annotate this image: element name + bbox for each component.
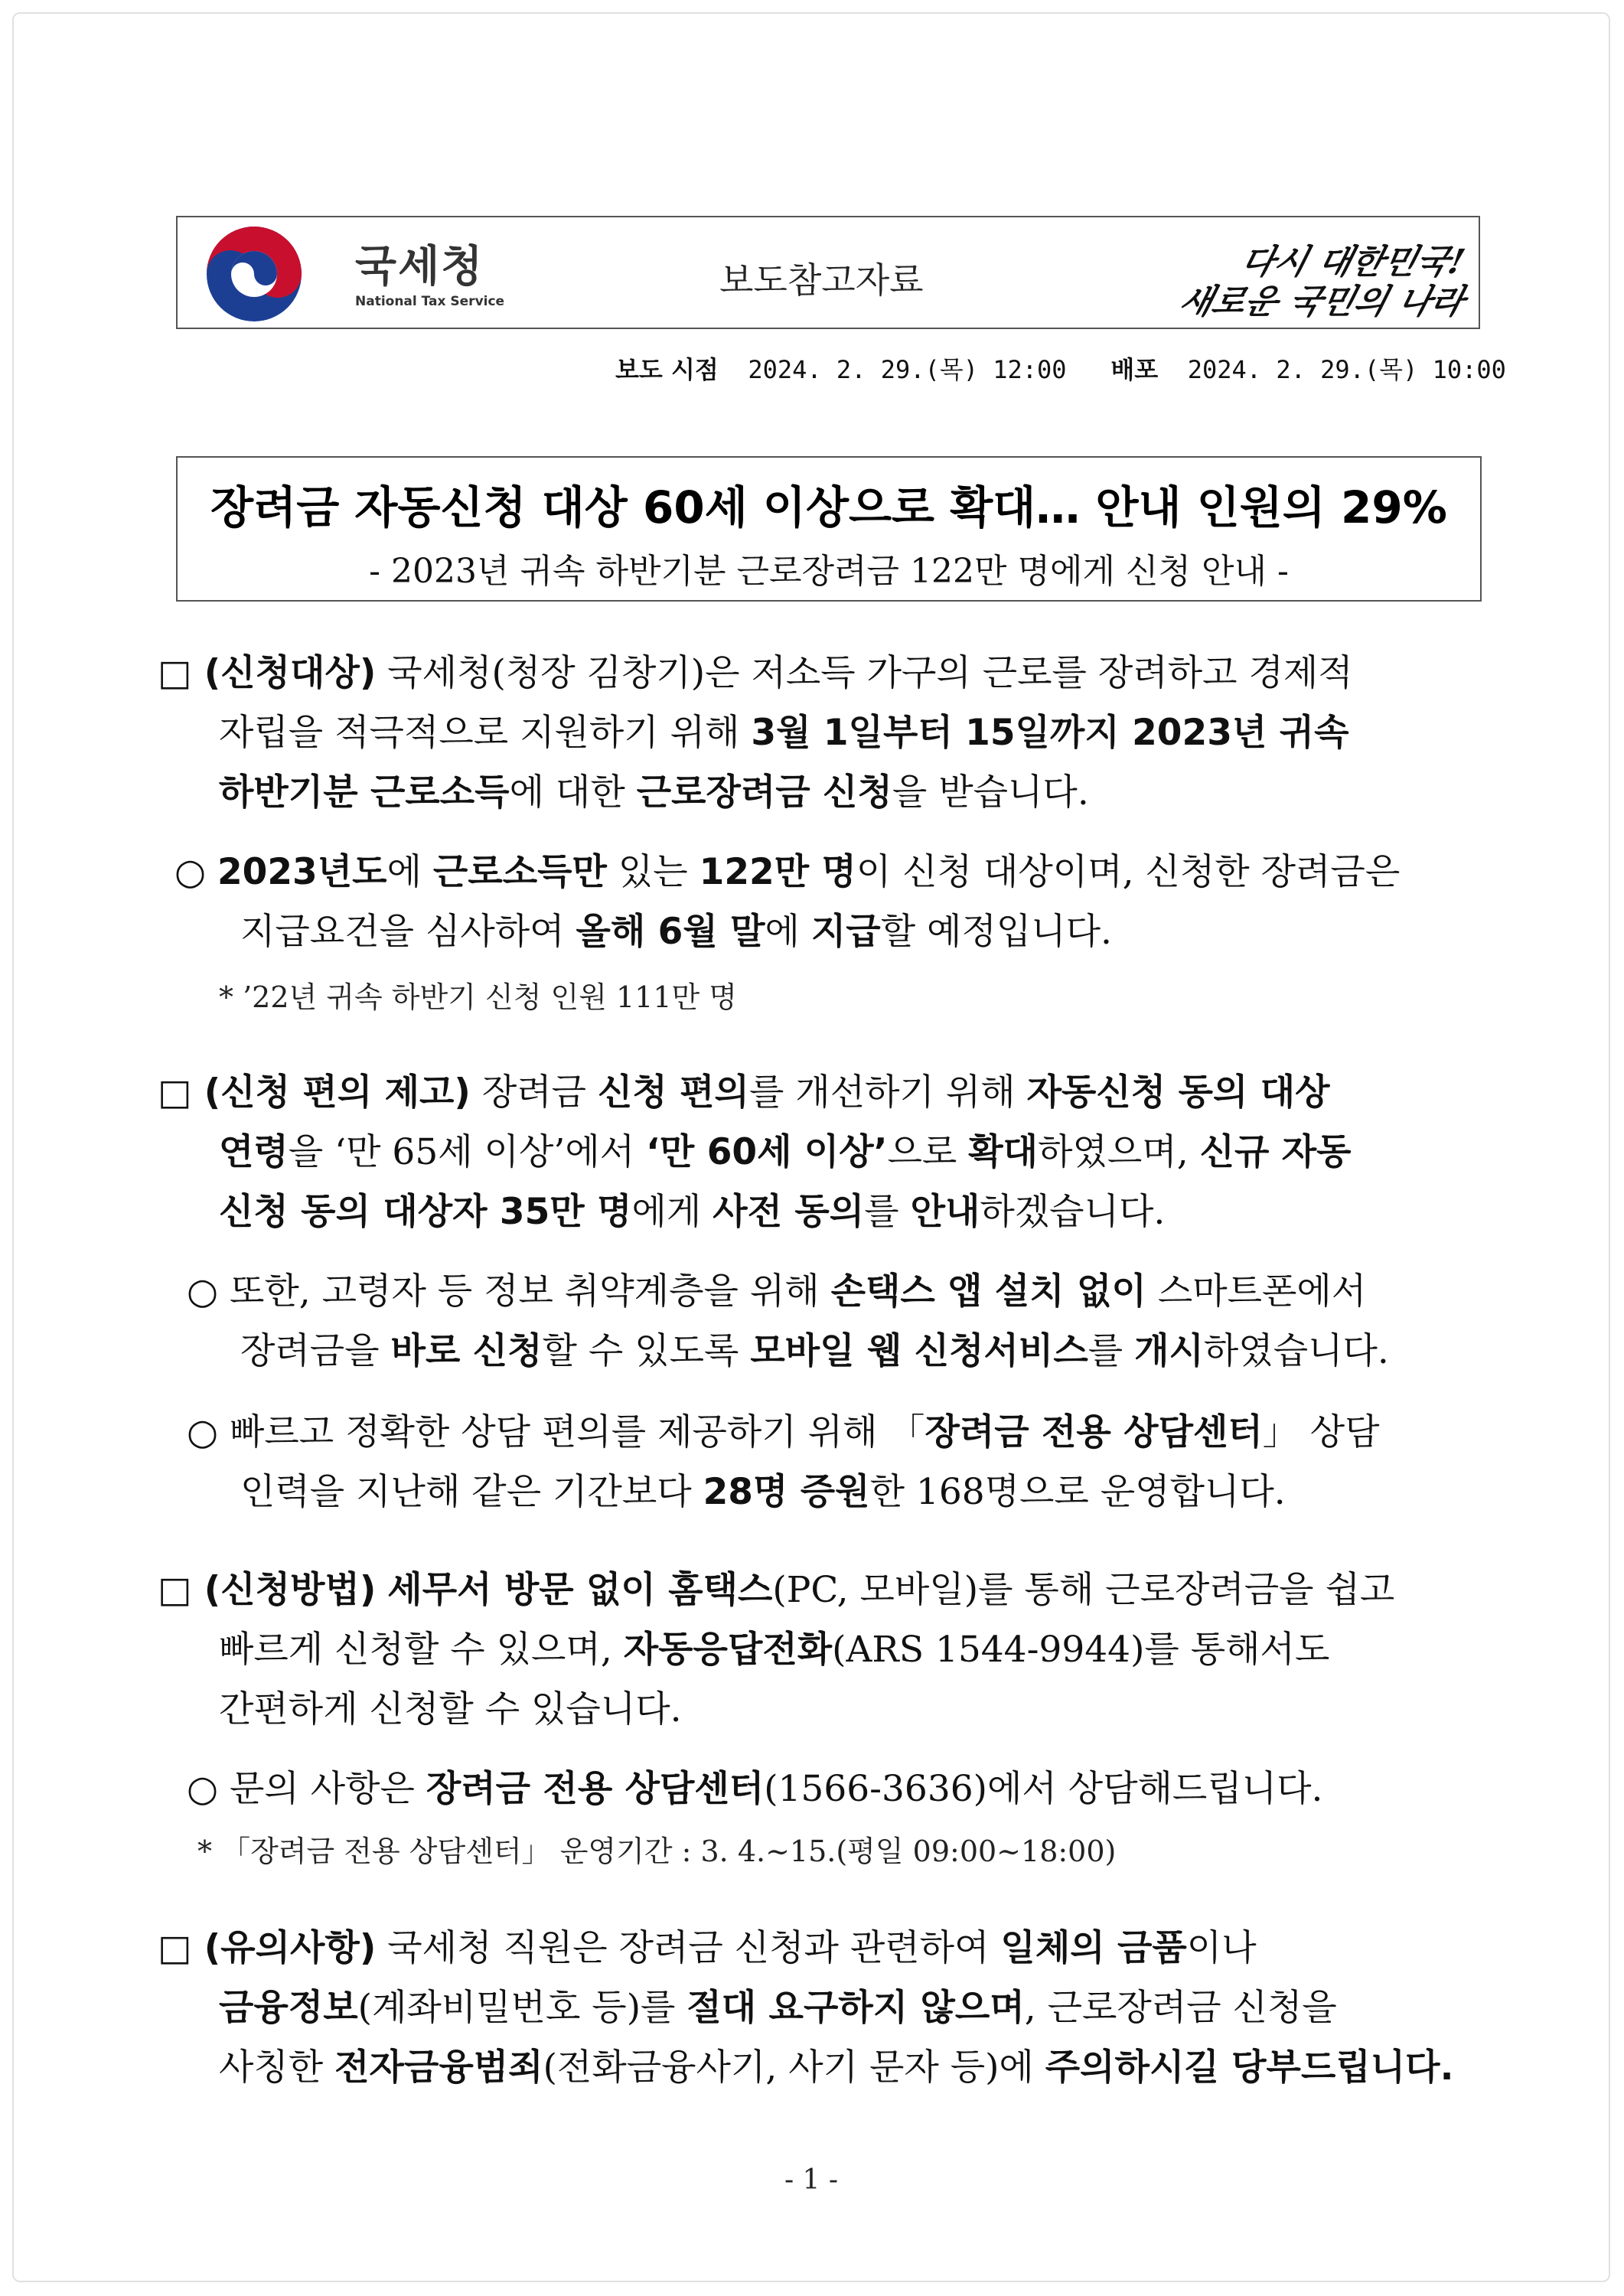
section2-line3: 신청 동의 대상자 35만 명에게 사전 동의를 안내하겠습니다. [219,1191,1166,1233]
section2-line2: 연령을 ‘만 65세 이상’에서 ‘만 60세 이상’으로 확대하였으며, 신규 자동 [219,1131,1352,1173]
taegeuk-emblem-icon [194,225,324,323]
section2-line1: □ (신청 편의 제고) 장려금 신청 편의를 개선하기 위해 자동신청 동의 대상 [158,1071,1330,1114]
page-subtitle: - 2023년 귀속 하반기분 근로장려금 122만 명에게 신청 안내 - [369,552,1289,591]
section4-heading: □ (유의사항) [158,1927,377,1969]
section3-heading: □ (신청방법) [158,1569,377,1611]
document-type: 보도참고자료 [719,259,924,301]
section2-bullet2-cont: 인력을 지난해 같은 기간보다 28명 증원한 168명으로 운영합니다. [240,1471,1286,1513]
section1-bullet1: ○ 2023년도에 근로소득만 있는 122만 명이 신청 대상이며, 신청한 장려금은 [174,851,1401,893]
section2-bullet1-cont: 장려금을 바로 신청할 수 있도록 모바일 웹 신청서비스를 개시하였습니다. [240,1330,1389,1372]
page-title: 장려금 자동신청 대상 60세 이상으로 확대… 안내 인원의 29% [210,481,1447,533]
section3-bullet1: ○ 문의 사항은 장려금 전용 상담센터(1566-3636)에서 상담해드립니다. [187,1768,1323,1810]
section1-heading: □ (신청대상) [158,652,377,694]
nts-logo [194,225,505,323]
section4-line2: 금융정보(계좌비밀번호 등)를 절대 요구하지 않으며, 근로장려금 신청을 [219,1987,1337,2029]
title-box [176,456,1482,602]
logo-korean-text: 국세청 [355,242,484,292]
distribution-time: 2024. 2. 29.(목) 10:00 [1187,355,1506,384]
section4-line3: 사칭한 전자금융범죄(전화금융사기, 사기 문자 등)에 주의하시길 당부드립니다. [219,2047,1454,2089]
page-number: - 1 - [784,2164,839,2196]
section3-line3: 간편하게 신청할 수 있습니다. [219,1688,682,1730]
section1-note: * ’22년 귀속 하반기 신청 인원 111만 명 [219,980,738,1014]
section1-bullet1-cont: 지급요건을 심사하여 올해 6월 말에 지급할 예정입니다. [240,911,1112,953]
release-label: 보도 시점 [615,355,719,384]
section2-bullet2: ○ 빠르고 정확한 상담 편의를 제공하기 위해 「장려금 전용 상담센터」 상담 [187,1411,1380,1453]
slogan-line-1: 다시 대한민국! [1237,243,1469,282]
section2-bullet1: ○ 또한, 고령자 등 정보 취약계층을 위해 손택스 앱 설치 없이 스마트폰에서 [187,1270,1367,1313]
logo-english-text: National Tax Service [355,294,505,309]
section2-heading: □ (신청 편의 제고) [158,1071,471,1114]
slogan [1166,234,1469,321]
distribution-label: 배포 [1110,355,1159,384]
section3-line2: 빠르게 신청할 수 있으며, 자동응답전화(ARS 1544-9944)를 통해서도 [219,1629,1330,1671]
section1-line3: 하반기분 근로소득에 대한 근로장려금 신청을 받습니다. [219,771,1089,814]
section1-line1: □ (신청대상) 국세청(청장 김창기)은 저소득 가구의 근로를 장려하고 경제적 [158,652,1353,694]
header-box [176,216,1480,329]
section3-line1: □ (신청방법) 세무서 방문 없이 홈택스(PC, 모바일)를 통해 근로장려금을 쉽고 [158,1569,1395,1611]
section1-line2: 자립을 적극적으로 지원하기 위해 3월 1일부터 15일까지 2023년 귀속 [219,712,1349,754]
section4-line1: □ (유의사항) 국세청 직원은 장려금 신청과 관련하여 일체의 금품이나 [158,1927,1257,1969]
document-page [12,12,1610,2282]
section3-note: * 「장려금 전용 상담센터」 운영기간 : 3. 4.~15.(평일 09:00~18:00) [197,1835,1117,1868]
slogan-line-2: 새로운 국민의 나라 [1175,282,1469,321]
release-info [615,351,1506,386]
release-time: 2024. 2. 29.(목) 12:00 [748,355,1067,384]
